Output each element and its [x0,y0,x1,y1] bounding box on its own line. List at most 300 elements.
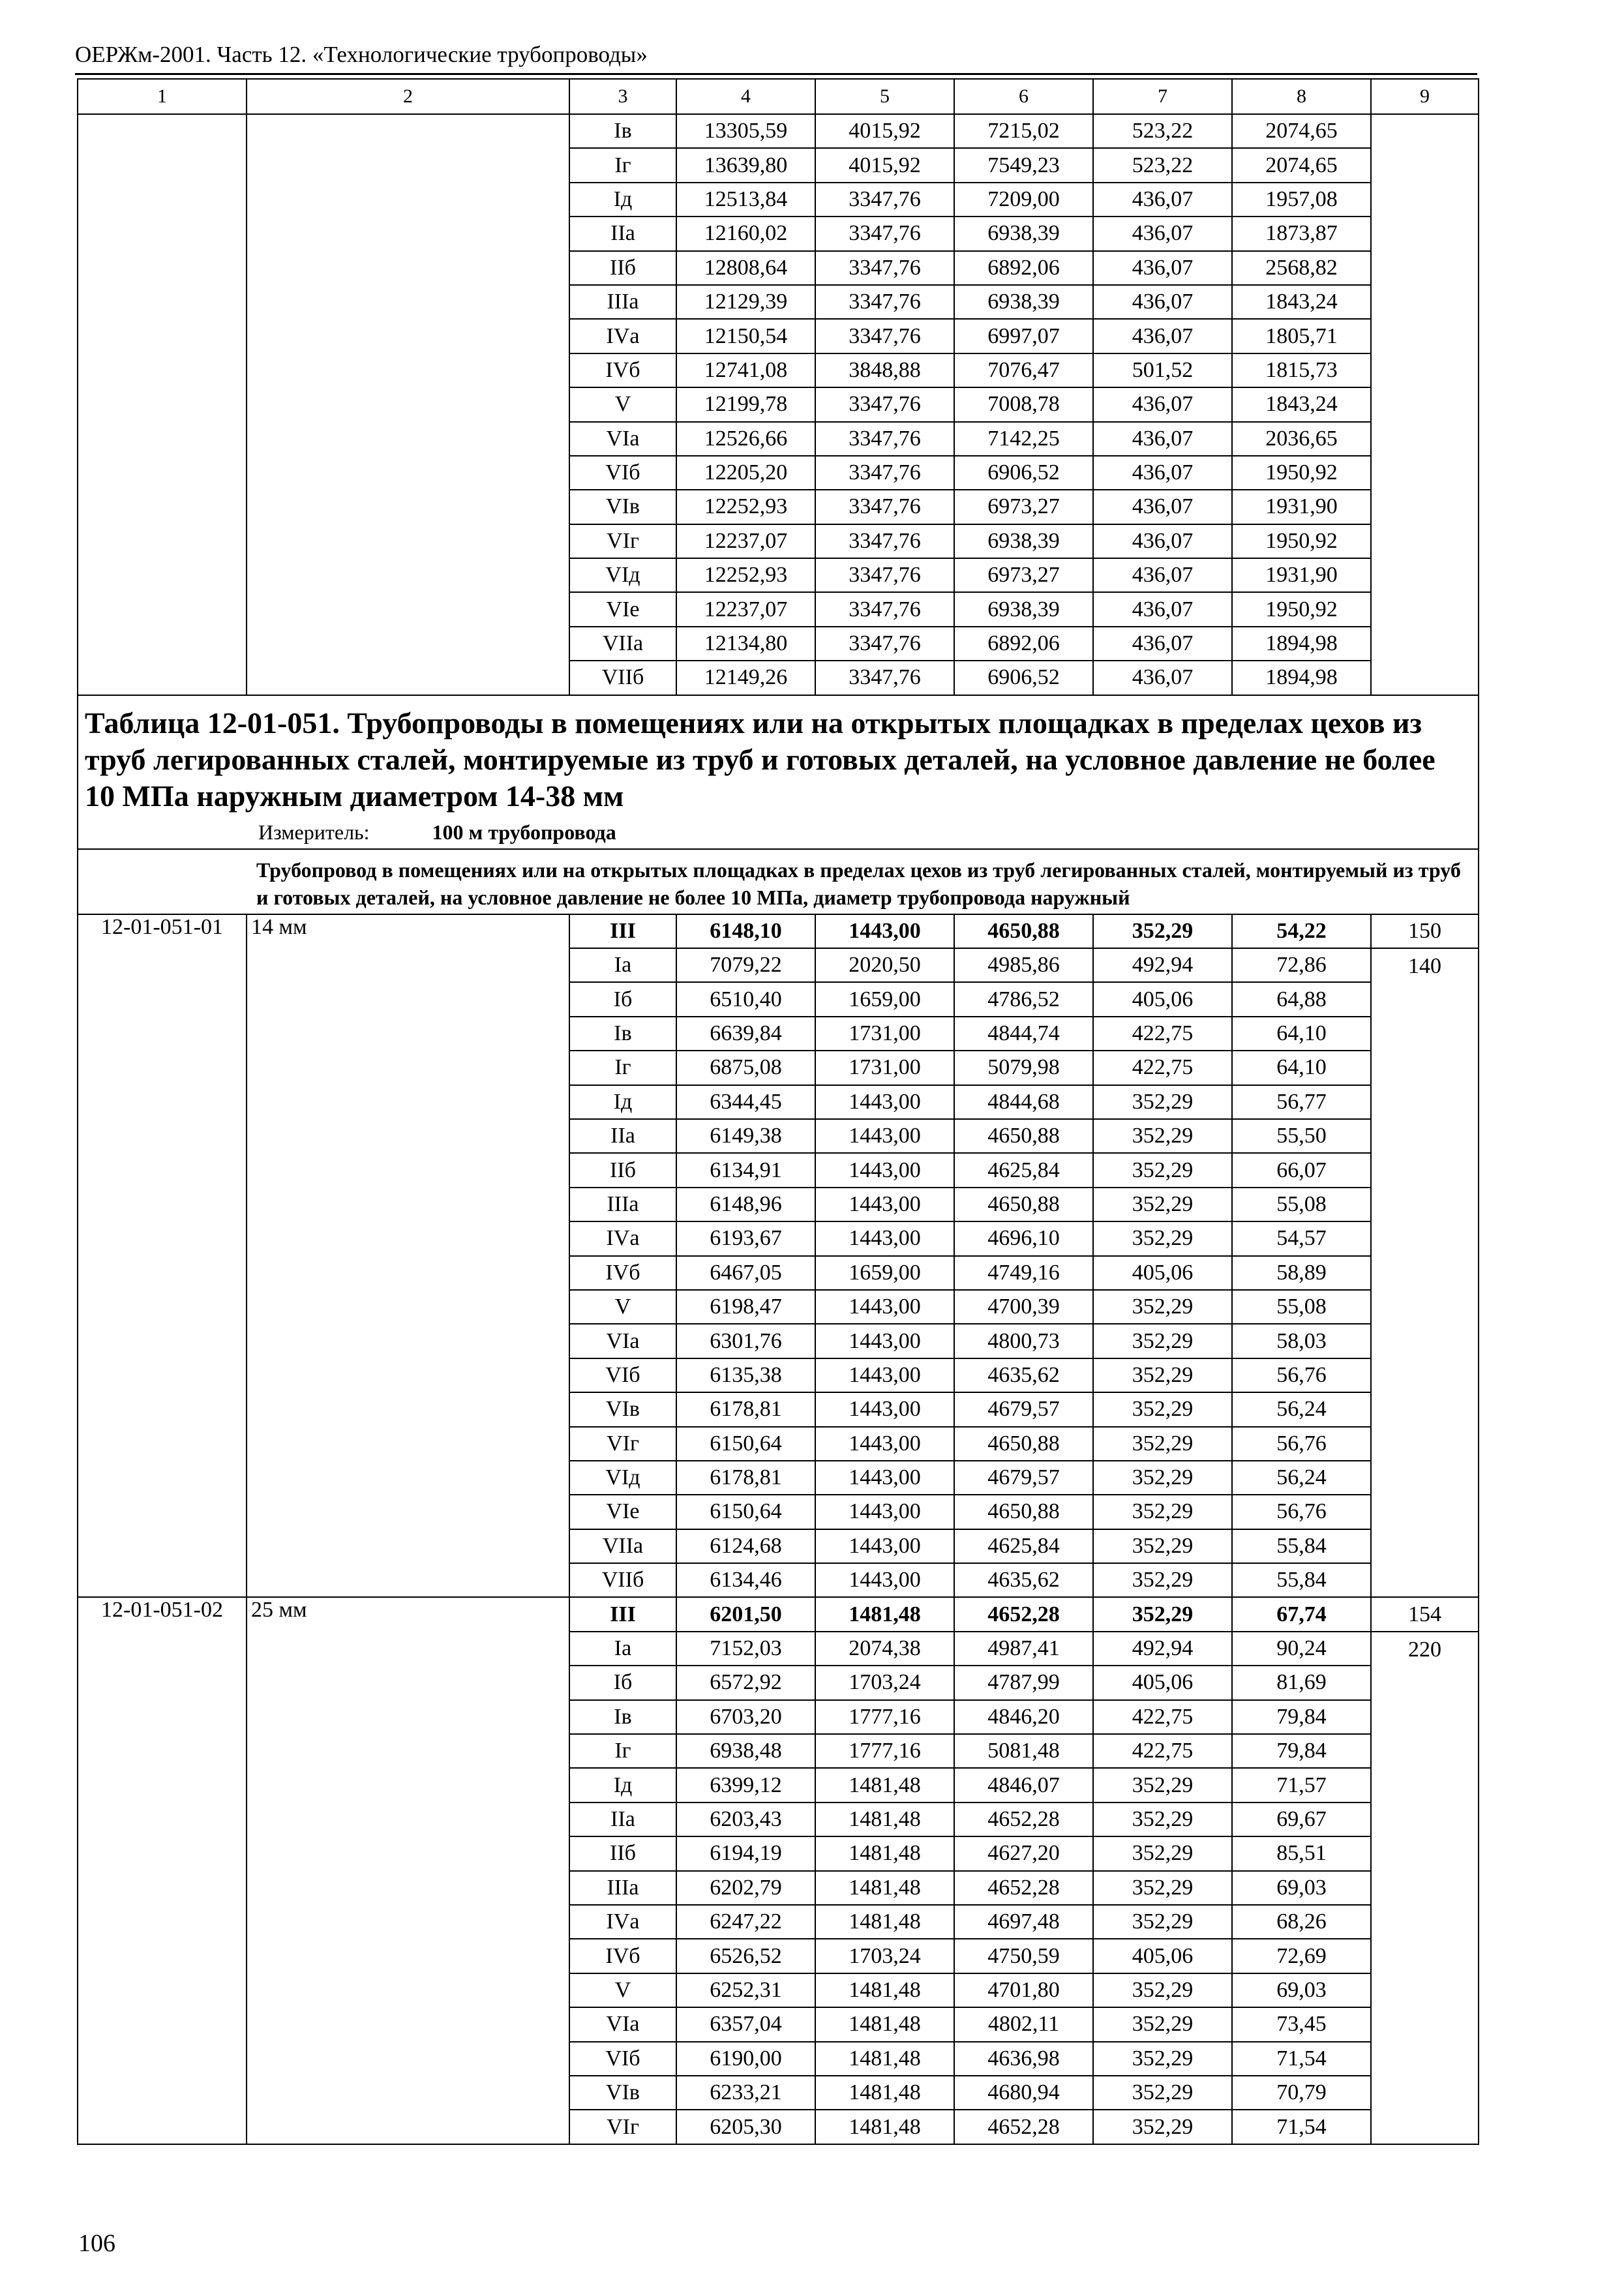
value-cell: 72,69 [1232,1939,1371,1973]
value-cell: 4846,07 [954,1768,1093,1802]
value-cell: 523,22 [1093,114,1232,148]
value-cell: 71,57 [1232,1768,1371,1802]
value-cell: 436,07 [1093,422,1232,456]
value-cell: 6997,07 [954,319,1093,353]
zone-cell: IIа [569,1803,676,1836]
value-cell: 4652,28 [954,1871,1093,1905]
value-cell: 3347,76 [815,592,954,626]
value-cell: 3347,76 [815,524,954,558]
unit-cell: 220 [1371,1632,1479,2144]
value-cell: 1443,00 [815,914,954,948]
value-cell: 4680,94 [954,2076,1093,2110]
value-cell: 6572,92 [676,1666,815,1699]
code-cell: 12-01-051-02 [78,1597,247,2144]
value-cell: 1703,24 [815,1939,954,1973]
table-body [78,79,1479,2144]
value-cell: 2036,65 [1232,422,1371,456]
zone-cell: VIб [569,1358,676,1392]
value-cell: 352,29 [1093,1324,1232,1358]
zone-cell: IIб [569,1836,676,1870]
value-cell: 4844,74 [954,1017,1093,1051]
value-cell: 5079,98 [954,1051,1093,1085]
value-cell: 436,07 [1093,592,1232,626]
zone-cell: Iг [569,1051,676,1085]
value-cell: 436,07 [1093,524,1232,558]
value-cell: 13639,80 [676,148,815,182]
value-cell: 70,79 [1232,2076,1371,2110]
value-cell: 12237,07 [676,524,815,558]
zone-cell: IIб [569,251,676,285]
value-cell: 6134,91 [676,1153,815,1187]
value-cell: 2074,65 [1232,114,1371,148]
value-cell: 3347,76 [815,183,954,217]
zone-cell: VIг [569,1427,676,1461]
zone-cell: VIб [569,2042,676,2076]
value-cell: 56,24 [1232,1392,1371,1426]
page-number: 106 [78,2230,115,2257]
value-cell: 6399,12 [676,1768,815,1802]
price-table [77,78,1479,2145]
value-cell: 1873,87 [1232,217,1371,250]
value-cell: 6124,68 [676,1529,815,1563]
value-cell: 56,24 [1232,1461,1371,1495]
value-cell: 81,69 [1232,1666,1371,1699]
meter-label: Измеритель: [258,820,370,845]
value-cell: 72,86 [1232,948,1371,982]
value-cell: 54,22 [1232,914,1371,948]
zone-cell: VIв [569,2076,676,2110]
value-cell: 1894,98 [1232,661,1371,695]
value-cell: 2074,65 [1232,148,1371,182]
value-cell: 1481,48 [815,2007,954,2041]
value-cell: 6938,39 [954,285,1093,319]
value-cell: 6639,84 [676,1017,815,1051]
value-cell: 436,07 [1093,387,1232,421]
value-cell: 6252,31 [676,1973,815,2007]
value-cell: 1443,00 [815,1290,954,1324]
value-cell: 4696,10 [954,1221,1093,1255]
value-cell: 4650,88 [954,1495,1093,1529]
value-cell: 4985,86 [954,948,1093,982]
value-cell: 12252,93 [676,490,815,524]
value-cell: 4749,16 [954,1256,1093,1290]
value-cell: 436,07 [1093,627,1232,661]
value-cell: 1443,00 [815,1427,954,1461]
value-cell: 6202,79 [676,1871,815,1905]
value-cell: 436,07 [1093,456,1232,490]
zone-cell: IVб [569,353,676,387]
value-cell: 6194,19 [676,1836,815,1870]
value-cell: 6148,10 [676,914,815,948]
value-cell: 6203,43 [676,1803,815,1836]
zone-cell: Iг [569,1734,676,1768]
value-cell: 12199,78 [676,387,815,421]
value-cell: 1481,48 [815,2076,954,2110]
column-number-row [78,79,1479,114]
value-cell: 6973,27 [954,490,1093,524]
value-cell: 1815,73 [1232,353,1371,387]
value-cell: 6938,39 [954,217,1093,250]
value-cell: 1443,00 [815,1392,954,1426]
value-cell: 352,29 [1093,1563,1232,1597]
value-cell: 4015,92 [815,148,954,182]
value-cell: 4786,52 [954,982,1093,1016]
value-cell: 6973,27 [954,558,1093,592]
value-cell: 1443,00 [815,1358,954,1392]
value-cell: 55,50 [1232,1119,1371,1153]
zone-cell: Iв [569,1700,676,1734]
zone-cell: VIб [569,456,676,490]
value-cell: 1805,71 [1232,319,1371,353]
zone-cell: IVб [569,1939,676,1973]
zone-cell: Iг [569,148,676,182]
value-cell: 6150,64 [676,1427,815,1461]
value-cell: 1481,48 [815,1973,954,2007]
column-number-cell: 2 [247,79,569,114]
value-cell: 6703,20 [676,1700,815,1734]
value-cell: 352,29 [1093,1529,1232,1563]
value-cell: 1443,00 [815,1461,954,1495]
value-cell: 4635,62 [954,1563,1093,1597]
value-cell: 1443,00 [815,1563,954,1597]
value-cell: 4844,68 [954,1085,1093,1119]
value-cell: 2074,38 [815,1632,954,1666]
value-cell: 4701,80 [954,1973,1093,2007]
zone-cell: VIIа [569,627,676,661]
meter-value: 100 м трубопровода [432,820,616,845]
value-cell: 6198,47 [676,1290,815,1324]
value-cell: 352,29 [1093,1221,1232,1255]
value-cell: 7152,03 [676,1632,815,1666]
value-cell: 90,24 [1232,1632,1371,1666]
column-number-cell: 1 [78,79,247,114]
value-cell: 69,03 [1232,1973,1371,2007]
value-cell: 1443,00 [815,1529,954,1563]
zone-cell: VIа [569,2007,676,2041]
name-cell [247,114,569,695]
value-cell: 79,84 [1232,1734,1371,1768]
value-cell: 352,29 [1093,2110,1232,2144]
value-cell: 6247,22 [676,1905,815,1939]
value-cell: 1481,48 [815,1905,954,1939]
value-cell: 12160,02 [676,217,815,250]
value-cell: 436,07 [1093,661,1232,695]
value-cell: 3347,76 [815,319,954,353]
value-cell: 6233,21 [676,2076,815,2110]
value-cell: 352,29 [1093,1153,1232,1187]
zone-cell: III [569,914,676,948]
value-cell: 1843,24 [1232,285,1371,319]
value-cell: 68,26 [1232,1905,1371,1939]
value-cell: 4650,88 [954,1188,1093,1221]
value-cell: 67,74 [1232,1597,1371,1631]
value-cell: 1481,48 [815,1871,954,1905]
value-cell: 4846,20 [954,1700,1093,1734]
value-cell: 7079,22 [676,948,815,982]
code-cell: 12-01-051-01 [78,914,247,1598]
value-cell: 352,29 [1093,1358,1232,1392]
value-cell: 6134,46 [676,1563,815,1597]
value-cell: 1481,48 [815,1768,954,1802]
zone-cell: IIIа [569,285,676,319]
value-cell: 4987,41 [954,1632,1093,1666]
zone-cell: IVб [569,1256,676,1290]
value-cell: 3347,76 [815,251,954,285]
value-cell: 56,76 [1232,1427,1371,1461]
value-cell: 12741,08 [676,353,815,387]
value-cell: 3347,76 [815,558,954,592]
meter-row [78,817,1479,849]
zone-cell: VIIб [569,661,676,695]
zone-cell: VIд [569,558,676,592]
value-cell: 6938,39 [954,524,1093,558]
value-cell: 71,54 [1232,2110,1371,2144]
value-cell: 436,07 [1093,217,1232,250]
zone-cell: IIа [569,217,676,250]
value-cell: 1843,24 [1232,387,1371,421]
value-cell: 4787,99 [954,1666,1093,1699]
value-cell: 6875,08 [676,1051,815,1085]
value-cell: 422,75 [1093,1734,1232,1768]
value-cell: 6526,52 [676,1939,815,1973]
value-cell: 3347,76 [815,627,954,661]
value-cell: 6344,45 [676,1085,815,1119]
value-cell: 54,57 [1232,1221,1371,1255]
value-cell: 1443,00 [815,1221,954,1255]
zone-cell: V [569,1290,676,1324]
zone-cell: Iб [569,982,676,1016]
zone-cell: Iв [569,114,676,148]
value-cell: 352,29 [1093,1085,1232,1119]
value-cell: 13305,59 [676,114,815,148]
value-cell: 352,29 [1093,1768,1232,1802]
value-cell: 1703,24 [815,1666,954,1699]
zone-cell: V [569,387,676,421]
value-cell: 1950,92 [1232,592,1371,626]
value-cell: 4625,84 [954,1529,1093,1563]
value-cell: 352,29 [1093,1973,1232,2007]
value-cell: 6205,30 [676,2110,815,2144]
zone-cell: Iа [569,948,676,982]
value-cell: 7142,25 [954,422,1093,456]
value-cell: 3347,76 [815,422,954,456]
value-cell: 6135,38 [676,1358,815,1392]
value-cell: 352,29 [1093,914,1232,948]
zone-cell: IVа [569,319,676,353]
value-cell: 12526,66 [676,422,815,456]
value-cell: 71,54 [1232,2042,1371,2076]
value-cell: 55,08 [1232,1290,1371,1324]
value-cell: 6906,52 [954,661,1093,695]
value-cell: 1777,16 [815,1700,954,1734]
value-cell: 436,07 [1093,251,1232,285]
unit-cell [1371,114,1479,695]
value-cell: 2568,82 [1232,251,1371,285]
value-cell: 64,10 [1232,1017,1371,1051]
value-cell: 12134,80 [676,627,815,661]
unit-cell: 154 [1371,1597,1479,1631]
value-cell: 4015,92 [815,114,954,148]
value-cell: 6357,04 [676,2007,815,2041]
value-cell: 12252,93 [676,558,815,592]
value-cell: 58,89 [1232,1256,1371,1290]
column-number-cell: 9 [1371,79,1479,114]
value-cell: 1481,48 [815,1803,954,1836]
zone-cell: VIг [569,524,676,558]
zone-cell: VIе [569,1495,676,1529]
value-cell: 1481,48 [815,1597,954,1631]
value-cell: 4750,59 [954,1939,1093,1973]
value-cell: 2020,50 [815,948,954,982]
value-cell: 7209,00 [954,183,1093,217]
column-number-cell: 6 [954,79,1093,114]
value-cell: 1931,90 [1232,490,1371,524]
zone-cell: Iа [569,1632,676,1666]
value-cell: 1950,92 [1232,524,1371,558]
value-cell: 56,77 [1232,1085,1371,1119]
value-cell: 4650,88 [954,914,1093,948]
value-cell: 73,45 [1232,2007,1371,2041]
value-cell: 405,06 [1093,1256,1232,1290]
column-number-cell: 4 [676,79,815,114]
value-cell: 55,08 [1232,1188,1371,1221]
value-cell: 7008,78 [954,387,1093,421]
value-cell: 436,07 [1093,183,1232,217]
value-cell: 5081,48 [954,1734,1093,1768]
value-cell: 352,29 [1093,2007,1232,2041]
value-cell: 1731,00 [815,1051,954,1085]
value-cell: 1950,92 [1232,456,1371,490]
value-cell: 4679,57 [954,1392,1093,1426]
value-cell: 4652,28 [954,2110,1093,2144]
value-cell: 436,07 [1093,319,1232,353]
zone-cell: Iб [569,1666,676,1699]
value-cell: 4652,28 [954,1803,1093,1836]
value-cell: 12150,54 [676,319,815,353]
value-cell: 1481,48 [815,1836,954,1870]
table-title: Таблица 12-01-051. Трубопроводы в помещениях или на открытых площадках в пределах цехов из труб легированных сталей, монтируемые из труб и готовых деталей, на условное давление не более 10 МПа наружным диаметром 14-38 мм [78,695,1479,817]
value-cell: 352,29 [1093,1188,1232,1221]
zone-cell: IVа [569,1221,676,1255]
value-cell: 1894,98 [1232,627,1371,661]
zone-cell: Iв [569,1017,676,1051]
value-cell: 6148,96 [676,1188,815,1221]
value-cell: 66,07 [1232,1153,1371,1187]
value-cell: 3347,76 [815,285,954,319]
value-cell: 3848,88 [815,353,954,387]
value-cell: 352,29 [1093,1905,1232,1939]
value-cell: 1443,00 [815,1324,954,1358]
value-cell: 12513,84 [676,183,815,217]
value-cell: 1443,00 [815,1495,954,1529]
value-cell: 69,03 [1232,1871,1371,1905]
value-cell: 4627,20 [954,1836,1093,1870]
value-cell: 7215,02 [954,114,1093,148]
value-cell: 352,29 [1093,1495,1232,1529]
zone-cell: IIа [569,1119,676,1153]
value-cell: 79,84 [1232,1700,1371,1734]
value-cell: 436,07 [1093,558,1232,592]
value-cell: 3347,76 [815,217,954,250]
value-cell: 422,75 [1093,1017,1232,1051]
value-cell: 405,06 [1093,982,1232,1016]
value-cell: 12237,07 [676,592,815,626]
meter-cell [78,817,1479,849]
value-cell: 4625,84 [954,1153,1093,1187]
value-cell: 4652,28 [954,1597,1093,1631]
value-cell: 523,22 [1093,148,1232,182]
value-cell: 422,75 [1093,1051,1232,1085]
value-cell: 1443,00 [815,1153,954,1187]
table-row [78,1597,1479,1631]
value-cell: 6178,81 [676,1461,815,1495]
zone-cell: Iд [569,1085,676,1119]
value-cell: 4802,11 [954,2007,1093,2041]
zone-cell: VIв [569,490,676,524]
value-cell: 4697,48 [954,1905,1093,1939]
zone-cell: VIе [569,592,676,626]
zone-cell: VIа [569,422,676,456]
zone-cell: IIIа [569,1188,676,1221]
column-number-cell: 5 [815,79,954,114]
value-cell: 6193,67 [676,1221,815,1255]
zone-cell: VIIа [569,1529,676,1563]
value-cell: 3347,76 [815,387,954,421]
value-cell: 1481,48 [815,2042,954,2076]
value-cell: 6938,39 [954,592,1093,626]
header-rule [75,73,1477,75]
value-cell: 1443,00 [815,1119,954,1153]
value-cell: 12808,64 [676,251,815,285]
value-cell: 4635,62 [954,1358,1093,1392]
value-cell: 7549,23 [954,148,1093,182]
value-cell: 4650,88 [954,1119,1093,1153]
value-cell: 1443,00 [815,1188,954,1221]
value-cell: 352,29 [1093,1427,1232,1461]
value-cell: 6178,81 [676,1392,815,1426]
value-cell: 4700,39 [954,1290,1093,1324]
value-cell: 436,07 [1093,490,1232,524]
value-cell: 501,52 [1093,353,1232,387]
column-number-cell: 8 [1232,79,1371,114]
value-cell: 1931,90 [1232,558,1371,592]
value-cell: 352,29 [1093,2042,1232,2076]
value-cell: 12149,26 [676,661,815,695]
value-cell: 3347,76 [815,456,954,490]
unit-cell: 140 [1371,948,1479,1597]
value-cell: 1659,00 [815,982,954,1016]
value-cell: 1777,16 [815,1734,954,1768]
zone-cell: III [569,1597,676,1631]
value-cell: 1659,00 [815,1256,954,1290]
value-cell: 56,76 [1232,1358,1371,1392]
value-cell: 1957,08 [1232,183,1371,217]
zone-cell: IIб [569,1153,676,1187]
zone-cell: VIд [569,1461,676,1495]
zone-cell: Iд [569,183,676,217]
value-cell: 64,88 [1232,982,1371,1016]
value-cell: 6301,76 [676,1324,815,1358]
value-cell: 85,51 [1232,1836,1371,1870]
value-cell: 58,03 [1232,1324,1371,1358]
value-cell: 352,29 [1093,2076,1232,2110]
zone-cell: VIг [569,2110,676,2144]
value-cell: 4636,98 [954,2042,1093,2076]
value-cell: 405,06 [1093,1666,1232,1699]
value-cell: 352,29 [1093,1290,1232,1324]
value-cell: 1481,48 [815,2110,954,2144]
value-cell: 6892,06 [954,251,1093,285]
